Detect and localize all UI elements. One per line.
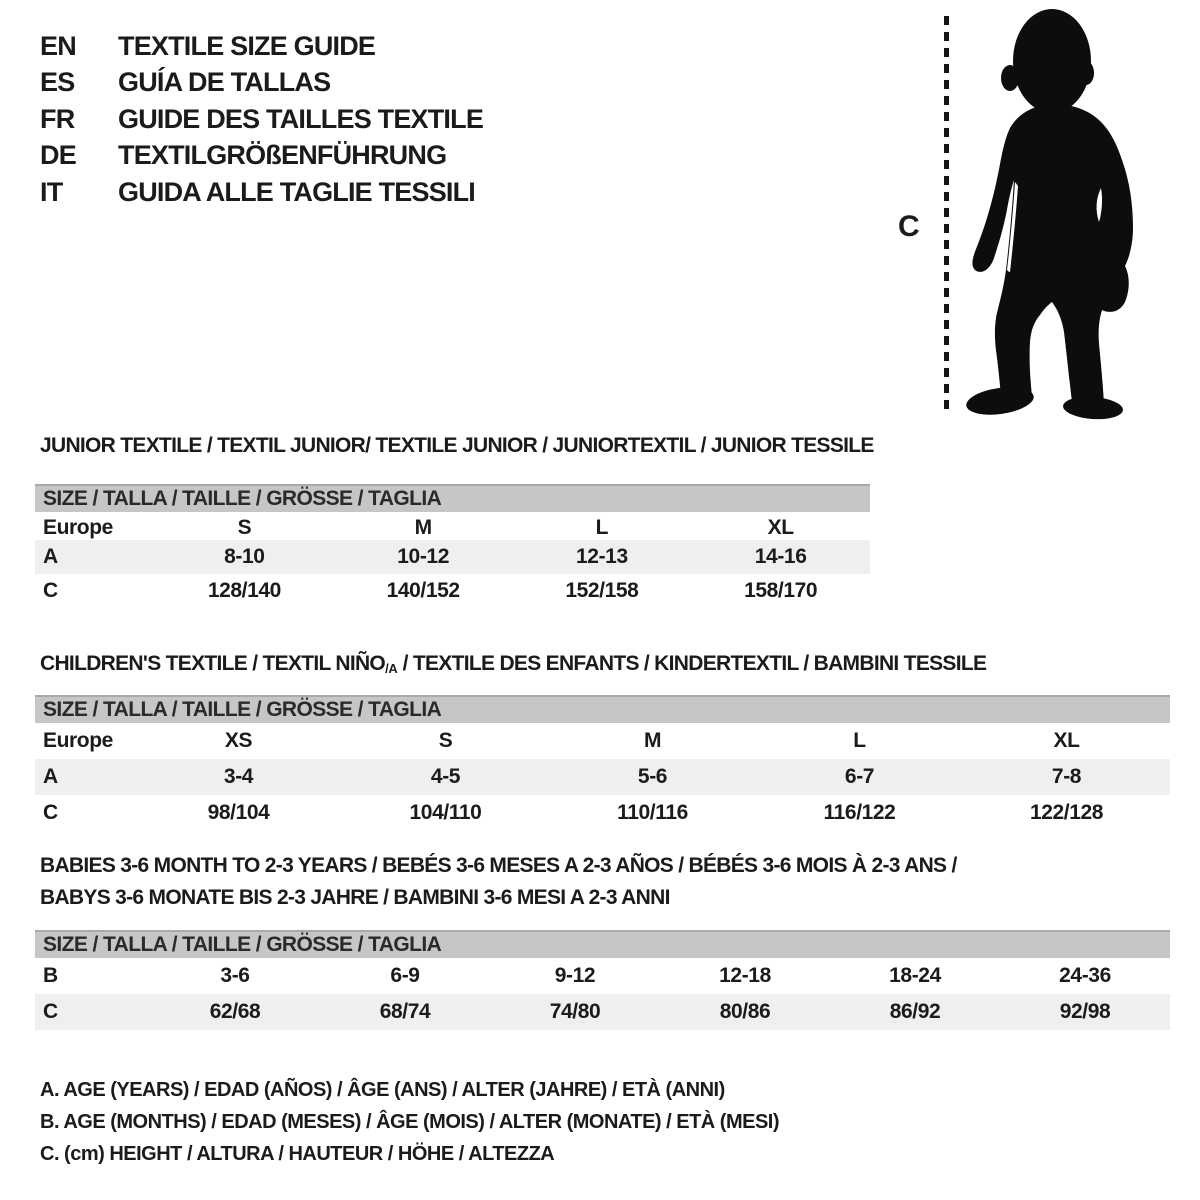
children-section-title: [35, 652, 1170, 681]
legend-line-a: A. AGE (YEARS) / EDAD (AÑOS) / ÂGE (ANS) / ALTER (JAHRE) / ETÀ (ANNI): [40, 1079, 725, 1101]
table-row: [35, 574, 870, 608]
table-cell: 92/98: [1059, 1000, 1111, 1023]
legend: [40, 1074, 779, 1170]
table-cell: XL: [1053, 729, 1080, 752]
table-cell: 86/92: [889, 1000, 941, 1023]
table-row: [35, 795, 1170, 831]
table-cell: 6-7: [844, 765, 875, 788]
language-code: IT: [40, 176, 63, 207]
table-cell: 62/68: [209, 1000, 261, 1023]
table-row: [35, 958, 1170, 994]
table-cell: S: [237, 516, 252, 539]
language-title: TEXTILE SIZE GUIDE: [118, 30, 376, 61]
language-title: GUIDE DES TAILLES TEXTILE: [118, 103, 484, 134]
table-cell: 98/104: [207, 801, 270, 824]
language-row: [40, 65, 483, 102]
language-title: GUÍA DE TALLAS: [118, 67, 331, 98]
children-section: [35, 652, 1170, 831]
table-row: [35, 759, 1170, 795]
table-cell: 10-12: [397, 545, 449, 568]
language-row: [40, 101, 483, 138]
table-cell: 14-16: [754, 545, 807, 568]
table-cell: 12-13: [576, 545, 628, 568]
table-cell: XS: [224, 729, 253, 752]
table-row: [35, 540, 870, 574]
table-cell: 116/122: [823, 801, 896, 824]
language-code: ES: [40, 67, 75, 98]
row-label: B: [43, 964, 58, 987]
row-label: C: [43, 579, 58, 602]
language-row: [40, 138, 483, 175]
size-header-bar: SIZE / TALLA / TAILLE / GRÖSSE / TAGLIA: [35, 930, 1170, 958]
babies-section-title-line2: BABYS 3-6 MONATE BIS 2-3 JAHRE / BAMBINI 3-6 MESI A 2-3 ANNI: [40, 886, 670, 909]
language-row: [40, 28, 483, 65]
table-cell: 3-4: [223, 765, 254, 788]
row-label: A: [43, 765, 58, 788]
table-cell: 68/74: [379, 1000, 431, 1023]
table-cell: 4-5: [430, 765, 461, 788]
table-cell: 5-6: [637, 765, 668, 788]
height-dashed-line: [944, 16, 949, 416]
table-cell: 140/152: [386, 579, 460, 602]
size-header-bar: SIZE / TALLA / TAILLE / GRÖSSE / TAGLIA: [35, 484, 870, 512]
table-cell: M: [643, 729, 662, 752]
language-row: [40, 174, 483, 211]
table-cell: 9-12: [554, 964, 596, 987]
table-cell: 12-18: [719, 964, 771, 987]
table-cell: 8-10: [224, 545, 265, 568]
table-cell: S: [438, 729, 453, 752]
legend-line-c: C. (cm) HEIGHT / ALTURA / HAUTEUR / HÖHE / ALTEZZA: [40, 1143, 555, 1165]
row-label: Europe: [43, 516, 113, 539]
table-row: [35, 994, 1170, 1030]
row-label: C: [43, 1000, 58, 1023]
language-code: DE: [40, 140, 76, 171]
table-cell: 3-6: [220, 964, 250, 987]
legend-line-b: B. AGE (MONTHS) / EDAD (MESES) / ÂGE (MOIS) / ALTER (MONATE) / ETÀ (MESI): [40, 1111, 780, 1133]
junior-section: [35, 434, 874, 608]
row-label: A: [43, 545, 58, 568]
language-title-list: [40, 28, 483, 211]
table-cell: 122/128: [1029, 801, 1104, 824]
table-cell: L: [595, 516, 609, 539]
babies-section-title-line1: BABIES 3-6 MONTH TO 2-3 YEARS / BEBÉS 3-6 MESES A 2-3 AÑOS / BÉBÉS 3-6 MOIS À 2-3 ANS /: [40, 854, 957, 877]
table-row: [35, 512, 870, 540]
language-title: TEXTILGRÖßENFÜHRUNG: [118, 140, 447, 171]
children-title-prefix: CHILDREN'S TEXTILE / TEXTIL NIÑO: [40, 652, 386, 675]
junior-section-title: JUNIOR TEXTILE / TEXTIL JUNIOR/ TEXTILE JUNIOR / JUNIORTEXTIL / JUNIOR TESSILE: [40, 434, 874, 457]
table-cell: 80/86: [719, 1000, 771, 1023]
children-title-suffix: / TEXTILE DES ENFANTS / KINDERTEXTIL / BAMBINI TESSILE: [397, 652, 987, 675]
table-cell: 74/80: [549, 1000, 601, 1023]
table-cell: 128/140: [207, 579, 281, 602]
table-cell: 152/158: [565, 579, 639, 602]
language-code: FR: [40, 103, 75, 134]
table-cell: L: [853, 729, 866, 752]
table-cell: 24-36: [1059, 964, 1111, 987]
height-measure-label: C: [898, 210, 920, 243]
babies-section: [35, 850, 1170, 1030]
toddler-silhouette-icon: [962, 2, 1142, 420]
table-cell: 110/116: [617, 801, 688, 824]
table-cell: 104/110: [409, 801, 482, 824]
table-cell: 18-24: [889, 964, 941, 987]
children-title-subscript: /A: [385, 661, 398, 676]
row-label: Europe: [43, 729, 113, 752]
size-header-bar: SIZE / TALLA / TAILLE / GRÖSSE / TAGLIA: [35, 695, 1170, 723]
table-cell: 6-9: [390, 964, 420, 987]
language-title: GUIDA ALLE TAGLIE TESSILI: [118, 176, 475, 207]
language-code: EN: [40, 30, 76, 61]
table-row: [35, 723, 1170, 759]
table-cell: 158/170: [744, 579, 818, 602]
table-cell: XL: [767, 516, 794, 539]
table-cell: 7-8: [1051, 765, 1082, 788]
table-cell: M: [414, 516, 432, 539]
row-label: C: [43, 801, 58, 824]
